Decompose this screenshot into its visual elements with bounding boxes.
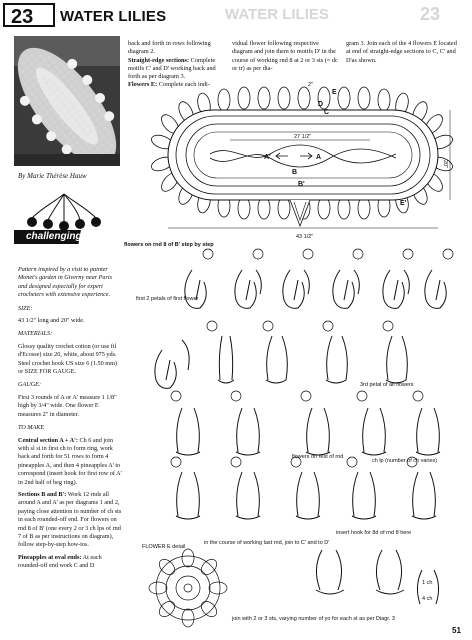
sections-label: Sections B and B': — [18, 490, 67, 498]
straight-edge-label: Straight-edge sections: — [128, 56, 190, 64]
dim-right: 20" — [442, 160, 448, 169]
text-column-4 — [346, 40, 458, 65]
show-through-title: WATER LILIES — [225, 6, 329, 23]
product-photo — [14, 36, 120, 166]
gauge-text: First 3 rounds of A or A' measure 1 1/8" high by 3/4" wide. One flower E measures 2" in diameter. — [18, 393, 117, 418]
label-c: C — [324, 109, 330, 116]
label-ch-lp: ch lp (number of ch varies) — [372, 458, 438, 464]
steps-title: flowers on rnd 8 of B' step by step — [124, 242, 214, 248]
pattern-number-box — [3, 3, 55, 27]
label-course: in the course of working last rnd, join to C' and to D' — [204, 540, 330, 546]
left-column — [18, 266, 122, 575]
label-b-prime: B' — [298, 181, 305, 188]
central-section-text: Ch 6 and join with sl st in first ch to form ring, work back and forth for 51 rows to form 4 pineapples A, and then 4 pineapples A' to correspond (insert hook for first row of A' in 2nd half of beg ring). — [18, 436, 122, 486]
page-title: WATER LILIES — [60, 8, 167, 25]
step-diagrams — [122, 240, 460, 630]
label-1ch: 1 ch — [422, 580, 433, 586]
label-b: B — [292, 169, 298, 176]
text-column-3 — [232, 40, 338, 73]
flower-e-drawing — [149, 549, 227, 627]
dim-bottom: 43 1/2" — [296, 234, 314, 240]
col4-text: gram 3. Join each of the 4 flowers E located at end of straight-edge sections to C, C' and D'as shown. — [346, 40, 457, 64]
show-through-number: 23 — [420, 4, 441, 24]
size-text: 43 1/2" long and 20" wide. — [18, 317, 85, 325]
label-a-prime: A' — [264, 154, 271, 161]
label-a: A — [316, 154, 322, 161]
flowers-text: Complete each indi- — [158, 81, 210, 89]
sections-text: Work 12 rnds all around A and A' as per diagrams 1 and 2, paying close attention to number of ch sts in each rounded-off end. For flowers on rnd 8 of B' (one every 2 or 3 ch lps of rnd 7 of B as per instructions on diagram), follow step-by-step how-tos. — [18, 490, 122, 549]
pineapples-label: Pineapples at oval ends: — [18, 553, 82, 561]
assembly-diagram — [140, 80, 456, 240]
difficulty-badge — [14, 190, 114, 250]
intro-text: Pattern inspired by a visit to painter Monet's garden in Giverny near Paris and designed especially for expert crocheters with extensive experience. — [18, 266, 113, 299]
label-first-2-petals: first 2 petals of first flower — [136, 296, 199, 302]
central-section-label: Central section A + A': — [18, 436, 78, 444]
pineapples-para — [18, 554, 122, 571]
pineapples-text: At each rounded-off end work C and D — [18, 553, 102, 570]
size-heading: SIZE: — [18, 304, 33, 312]
designer-credit: By Marie Thérèse Hauw — [18, 172, 87, 180]
label-4ch: 4 ch — [422, 596, 433, 602]
pattern-number: 23 — [11, 6, 34, 28]
gauge-heading: GAUGE: — [18, 381, 42, 389]
page-number: 51 — [452, 626, 461, 635]
flowers-label: Flowers E: — [128, 81, 158, 89]
page-header — [0, 0, 472, 28]
to-make-heading: TO MAKE — [18, 424, 45, 432]
materials-text: Glossy quality crochet cotton (or use fil d'Ecosse) size 20, white, about 975 yds. Steel crochet hook US size 6 (1.50 mm) or SIZE FOR GAUGE. — [18, 342, 117, 376]
label-flower-e: FLOWER E detail — [142, 544, 186, 550]
label-join: join with 2 or 3 sts, varying number of yo for each st as per Diagr. 3 — [232, 616, 395, 622]
materials-heading: MATERIALS: — [18, 330, 53, 338]
label-3rd-petal: 3rd petal of all flowers — [360, 382, 414, 388]
label-d: D — [318, 101, 324, 108]
sections-para — [18, 491, 122, 550]
label-e: E — [332, 89, 337, 96]
straight-edge-para — [128, 57, 226, 82]
dim-top: 27 1/2" — [294, 134, 312, 140]
central-section-para — [18, 437, 122, 487]
col2-text: back and forth in rows following diagram 2. — [128, 40, 211, 56]
dim-2: 2" — [308, 82, 314, 88]
label-insert-hook: insert hook for 8d of rnd 8 here — [336, 530, 412, 536]
difficulty-label: challenging — [26, 231, 82, 242]
label-e-prime: E' — [400, 200, 407, 207]
col3-text: vidual flower following respective diagram and join them to motifs D' in the course of working rnd 8 at 2 or 3 sts (= dc or tr) as per dia- — [232, 40, 338, 72]
straight-edge-text: Complete motifs C' and D' working back and forth as per diagram 3. — [128, 56, 216, 81]
label-flowers-rest: flowers on rest of rnd — [292, 454, 344, 460]
